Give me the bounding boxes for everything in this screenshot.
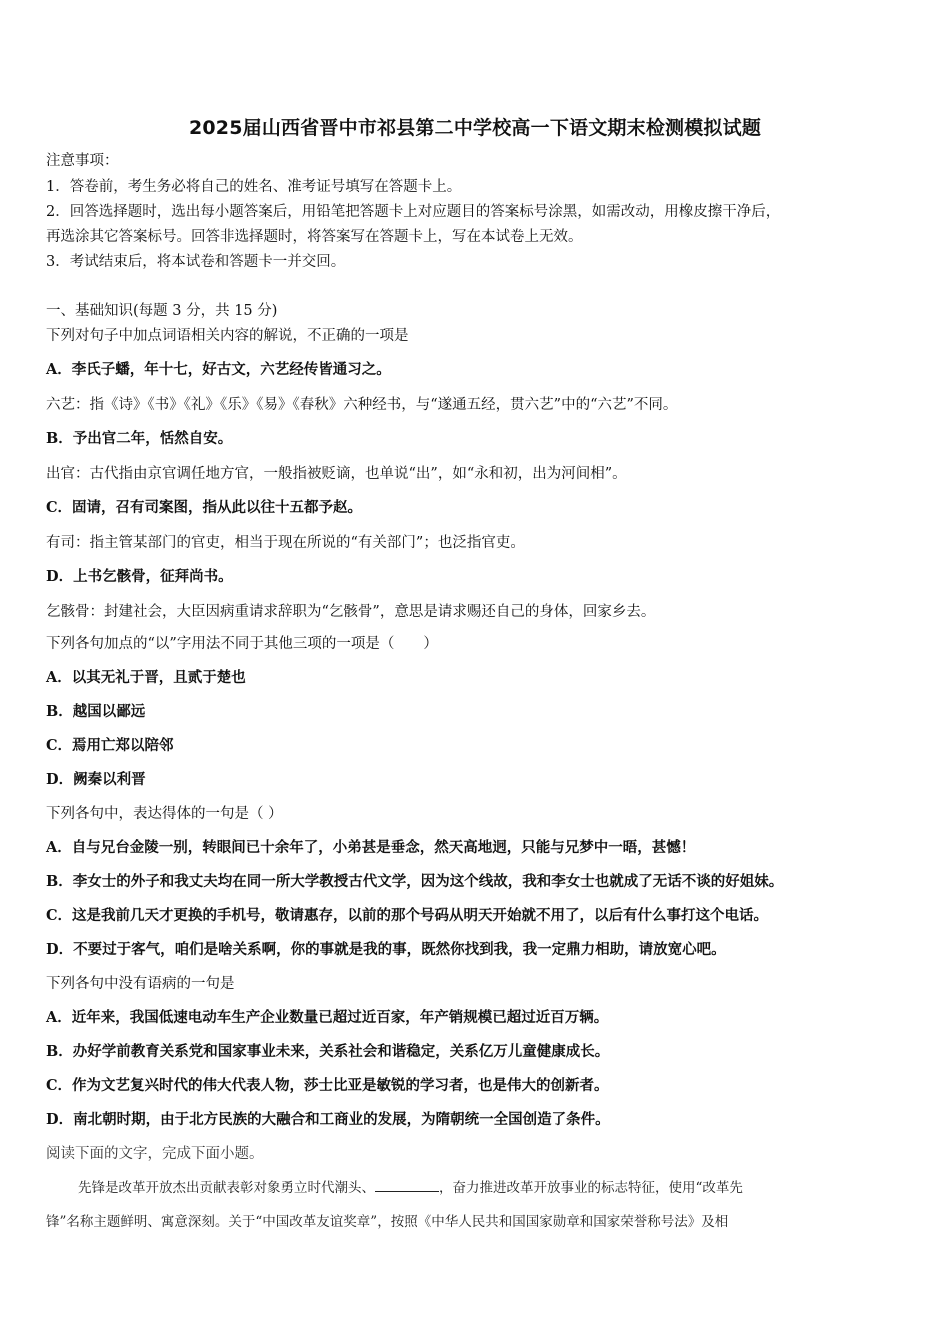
page-title: 2025届山西省晋中市祁县第二中学校高一下语文期末检测模拟试题 [188, 117, 762, 139]
q4-stem: 下列各句中没有语病的一句是 [46, 976, 235, 992]
reading-passage-text-after-blank: ，奋力推进改革开放事业的标志特征，使用“改革先 [439, 1180, 743, 1196]
q2-stem: 下列各句加点的“以”字用法不同于其他三项的一项是（ ） [46, 636, 438, 652]
q4-option-b: B．办好学前教育关系党和国家事业未来，关系社会和谐稳定，关系亿万儿童健康成长。 [46, 1043, 610, 1060]
reading-passage-text-before-blank: 先锋是改革开放杰出贡献表彰对象勇立时代潮头、 [78, 1180, 375, 1196]
q1-stem: 下列对句子中加点词语相关内容的解说，不正确的一项是 [46, 328, 409, 344]
reading-instruction: 阅读下面的文字，完成下面小题。 [46, 1146, 264, 1162]
q3-stem: 下列各句中，表达得体的一句是（ ） [46, 806, 283, 822]
notice-item-1: 1．答卷前，考生务必将自己的姓名、准考证号填写在答题卡上。 [46, 179, 462, 195]
section-heading: 一、基础知识(每题 3 分，共 15 分) [46, 303, 278, 319]
q4-option-c: C．作为文艺复兴时代的伟大代表人物，莎士比亚是敏锐的学习者，也是伟大的创新者。 [46, 1077, 609, 1094]
q2-option-c: C．焉用亡郑以陪邻 [46, 737, 174, 754]
q1-option-a-note: 六艺：指《诗》《书》《礼》《乐》《易》《春秋》六种经书，与“遂通五经，贯六艺”中的“六艺”不同。 [46, 397, 678, 413]
notice-heading: 注意事项： [46, 153, 119, 169]
q1-option-d-note: 乞骸骨：封建社会，大臣因病重请求辞职为“乞骸骨”，意思是请求赐还自己的身体，回家乡去。 [46, 604, 656, 620]
notice-item-2: 2．回答选择题时，选出每小题答案后，用铅笔把答题卡上对应题目的答案标号涂黑，如需改动，用橡皮擦干净后， [46, 204, 781, 220]
notice-item-2-cont: 再选涂其它答案标号。回答非选择题时，将答案写在答题卡上，写在本试卷上无效。 [46, 229, 583, 245]
q3-option-c: C．这是我前几天才更换的手机号，敬请惠存，以前的那个号码从明天开始就不用了，以后有什么事打这个电话。 [46, 907, 769, 924]
q2-option-b: B．越国以鄙远 [46, 703, 146, 720]
q1-option-a: A．李氏子蟠，年十七，好古文，六艺经传皆通习之。 [46, 361, 391, 378]
q2-option-d: D．阙秦以利晋 [46, 771, 146, 788]
q1-option-b-note: 出官：古代指由京官调任地方官，一般指被贬谪，也单说“出”，如“永和初，出为河间相”。 [46, 466, 627, 482]
q1-option-c: C．固请，召有司案图，指从此以往十五都予赵。 [46, 499, 363, 516]
fill-in-blank [375, 1179, 439, 1192]
q2-option-a: A．以其无礼于晋，且贰于楚也 [46, 669, 246, 686]
q4-option-a: A．近年来，我国低速电动车生产企业数量已超过近百家，年产销规模已超过近百万辆。 [46, 1009, 609, 1026]
q1-option-b: B．予出官二年，恬然自安。 [46, 430, 233, 447]
q1-option-d: D．上书乞骸骨，征拜尚书。 [46, 568, 233, 585]
q3-option-b: B．李女士的外子和我丈夫均在同一所大学教授古代文学，因为这个线故，我和李女士也就成了无话不谈的好姐妹。 [46, 873, 784, 890]
reading-passage-line-1 [78, 1178, 906, 1198]
notice-item-3: 3．考试结束后，将本试卷和答题卡一并交回。 [46, 254, 346, 270]
q3-option-a: A．自与兄台金陵一别，转眼间已十余年了，小弟甚是垂念，然天高地迥，只能与兄梦中一晤，甚憾！ [46, 839, 696, 856]
q3-option-d: D．不要过于客气，咱们是啥关系啊，你的事就是我的事，既然你找到我，我一定鼎力相助，请放宽心吧。 [46, 941, 726, 958]
reading-passage-line-2: 锋”名称主题鲜明、寓意深刻。关于“中国改革友谊奖章”，按照《中华人民共和国国家勋章和国家荣誉称号法》及相 [46, 1214, 729, 1230]
q4-option-d: D．南北朝时期，由于北方民族的大融合和工商业的发展，为隋朝统一全国创造了条件。 [46, 1111, 610, 1128]
q1-option-c-note: 有司：指主管某部门的官吏，相当于现在所说的“有关部门”；也泛指官吏。 [46, 535, 525, 551]
